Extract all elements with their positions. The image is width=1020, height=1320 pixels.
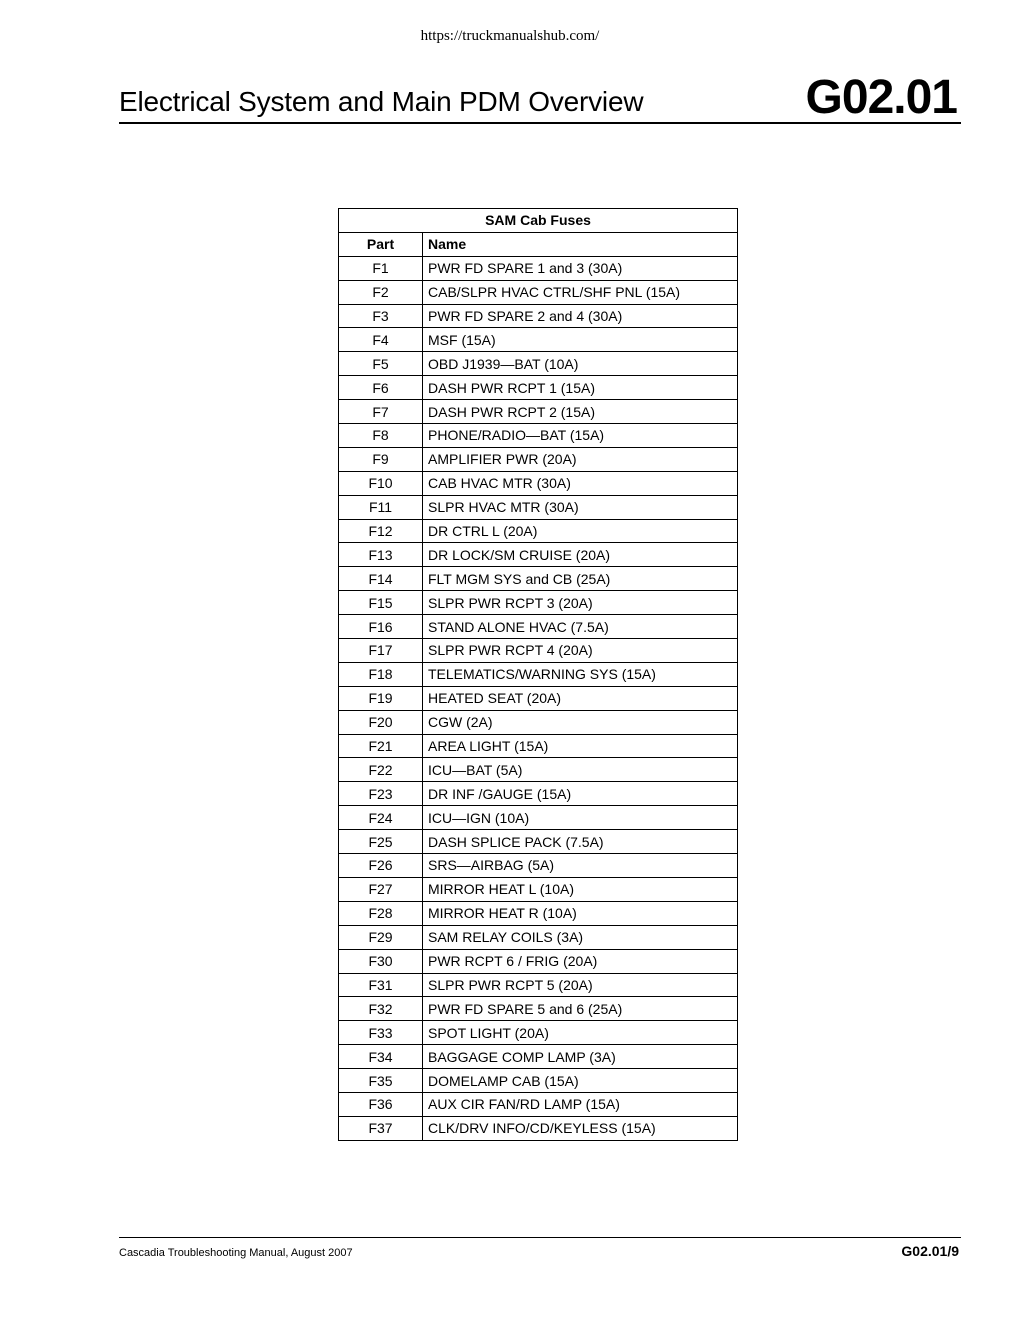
fuse-name-cell: DOMELAMP CAB (15A)	[423, 1069, 738, 1093]
fuse-name-cell: PWR FD SPARE 2 and 4 (30A)	[423, 304, 738, 328]
footer-manual-name: Cascadia Troubleshooting Manual, August 2007	[119, 1247, 353, 1259]
fuse-part-cell: F27	[339, 877, 423, 901]
fuse-part-cell: F19	[339, 686, 423, 710]
fuse-name-cell: SLPR PWR RCPT 4 (20A)	[423, 639, 738, 663]
fuse-part-cell: F16	[339, 615, 423, 639]
table-row	[339, 734, 738, 758]
fuse-part-cell: F9	[339, 447, 423, 471]
fuse-name-cell: CGW (2A)	[423, 710, 738, 734]
table-row	[339, 877, 738, 901]
table-row	[339, 758, 738, 782]
fuse-name-cell: AUX CIR FAN/RD LAMP (15A)	[423, 1092, 738, 1116]
fuse-name-cell: DASH PWR RCPT 2 (15A)	[423, 400, 738, 424]
fuse-part-cell: F17	[339, 639, 423, 663]
fuse-name-cell: ICU—IGN (10A)	[423, 806, 738, 830]
fuse-name-cell: SRS—AIRBAG (5A)	[423, 854, 738, 878]
fuse-part-cell: F15	[339, 591, 423, 615]
fuse-part-cell: F30	[339, 949, 423, 973]
fuse-name-cell: HEATED SEAT (20A)	[423, 686, 738, 710]
fuse-part-cell: F14	[339, 567, 423, 591]
fuse-part-cell: F21	[339, 734, 423, 758]
fuse-name-cell: TELEMATICS/WARNING SYS (15A)	[423, 662, 738, 686]
table-title-row	[339, 209, 738, 233]
fuse-part-cell: F26	[339, 854, 423, 878]
table-row	[339, 256, 738, 280]
fuse-part-cell: F11	[339, 495, 423, 519]
fuse-name-cell: DR LOCK/SM CRUISE (20A)	[423, 543, 738, 567]
fuse-name-cell: CAB HVAC MTR (30A)	[423, 471, 738, 495]
fuse-part-cell: F25	[339, 830, 423, 854]
fuse-name-cell: DASH PWR RCPT 1 (15A)	[423, 376, 738, 400]
fuse-name-cell: CAB/SLPR HVAC CTRL/SHF PNL (15A)	[423, 280, 738, 304]
table-title: SAM Cab Fuses	[339, 209, 738, 233]
table-row	[339, 352, 738, 376]
fuse-name-cell: OBD J1939—BAT (10A)	[423, 352, 738, 376]
fuse-part-cell: F20	[339, 710, 423, 734]
fuse-name-cell: SAM RELAY COILS (3A)	[423, 925, 738, 949]
fuse-part-cell: F22	[339, 758, 423, 782]
table-row	[339, 686, 738, 710]
fuse-part-cell: F7	[339, 400, 423, 424]
fuse-part-cell: F32	[339, 997, 423, 1021]
fuse-part-cell: F18	[339, 662, 423, 686]
page-footer	[119, 1237, 961, 1259]
fuse-name-cell: SLPR PWR RCPT 3 (20A)	[423, 591, 738, 615]
table-header-row	[339, 232, 738, 256]
fuse-part-cell: F33	[339, 1021, 423, 1045]
fuse-part-cell: F34	[339, 1045, 423, 1069]
fuse-part-cell: F12	[339, 519, 423, 543]
fuse-name-cell: CLK/DRV INFO/CD/KEYLESS (15A)	[423, 1116, 738, 1140]
fuse-part-cell: F28	[339, 901, 423, 925]
table-row	[339, 567, 738, 591]
table-row	[339, 639, 738, 663]
table-row	[339, 424, 738, 448]
table-row	[339, 830, 738, 854]
table-row	[339, 997, 738, 1021]
fuse-name-cell: AREA LIGHT (15A)	[423, 734, 738, 758]
fuse-name-cell: PWR FD SPARE 1 and 3 (30A)	[423, 256, 738, 280]
fuse-name-cell: MSF (15A)	[423, 328, 738, 352]
table-row	[339, 1069, 738, 1093]
table-row	[339, 662, 738, 686]
fuse-name-cell: PWR FD SPARE 5 and 6 (25A)	[423, 997, 738, 1021]
fuse-name-cell: STAND ALONE HVAC (7.5A)	[423, 615, 738, 639]
table-row	[339, 1116, 738, 1140]
fuse-name-cell: AMPLIFIER PWR (20A)	[423, 447, 738, 471]
fuse-name-cell: MIRROR HEAT L (10A)	[423, 877, 738, 901]
page-title: Electrical System and Main PDM Overview	[119, 86, 644, 117]
column-header-name: Name	[423, 232, 738, 256]
fuse-name-cell: DASH SPLICE PACK (7.5A)	[423, 830, 738, 854]
table-row	[339, 591, 738, 615]
fuse-name-cell: SPOT LIGHT (20A)	[423, 1021, 738, 1045]
table-row	[339, 447, 738, 471]
fuse-part-cell: F37	[339, 1116, 423, 1140]
fuse-name-cell: SLPR HVAC MTR (30A)	[423, 495, 738, 519]
fuse-name-cell: FLT MGM SYS and CB (25A)	[423, 567, 738, 591]
fuse-part-cell: F35	[339, 1069, 423, 1093]
table-row	[339, 901, 738, 925]
fuse-part-cell: F3	[339, 304, 423, 328]
table-row	[339, 495, 738, 519]
table-row	[339, 854, 738, 878]
table-row	[339, 1092, 738, 1116]
source-url[interactable]: https://truckmanualshub.com/	[420, 28, 600, 44]
fuse-part-cell: F13	[339, 543, 423, 567]
table-row	[339, 471, 738, 495]
page-header	[119, 68, 961, 124]
table-row	[339, 949, 738, 973]
fuse-name-cell: MIRROR HEAT R (10A)	[423, 901, 738, 925]
fuse-name-cell: PHONE/RADIO—BAT (15A)	[423, 424, 738, 448]
fuse-name-cell: DR INF /GAUGE (15A)	[423, 782, 738, 806]
table-row	[339, 376, 738, 400]
fuse-part-cell: F4	[339, 328, 423, 352]
fuse-part-cell: F24	[339, 806, 423, 830]
table-row	[339, 328, 738, 352]
fuse-part-cell: F36	[339, 1092, 423, 1116]
fuse-part-cell: F5	[339, 352, 423, 376]
fuse-name-cell: SLPR PWR RCPT 5 (20A)	[423, 973, 738, 997]
section-code: G02.01	[805, 71, 957, 124]
fuse-part-cell: F29	[339, 925, 423, 949]
table-row	[339, 1045, 738, 1069]
column-header-part: Part	[339, 232, 423, 256]
table-row	[339, 519, 738, 543]
fuse-name-cell: DR CTRL L (20A)	[423, 519, 738, 543]
fuse-part-cell: F2	[339, 280, 423, 304]
fuse-part-cell: F6	[339, 376, 423, 400]
table-row	[339, 806, 738, 830]
table-row	[339, 925, 738, 949]
table-row	[339, 280, 738, 304]
fuse-name-cell: BAGGAGE COMP LAMP (3A)	[423, 1045, 738, 1069]
fuse-part-cell: F8	[339, 424, 423, 448]
fuse-table	[338, 208, 738, 1141]
fuse-name-cell: ICU—BAT (5A)	[423, 758, 738, 782]
table-row	[339, 1021, 738, 1045]
fuse-part-cell: F1	[339, 256, 423, 280]
fuse-part-cell: F10	[339, 471, 423, 495]
table-row	[339, 543, 738, 567]
fuse-name-cell: PWR RCPT 6 / FRIG (20A)	[423, 949, 738, 973]
table-row	[339, 615, 738, 639]
table-row	[339, 304, 738, 328]
table-body	[339, 256, 738, 1140]
table-row	[339, 973, 738, 997]
fuse-part-cell: F31	[339, 973, 423, 997]
fuse-part-cell: F23	[339, 782, 423, 806]
table-row	[339, 782, 738, 806]
table-row	[339, 400, 738, 424]
footer-page-number: G02.01/9	[901, 1243, 959, 1259]
table-row	[339, 710, 738, 734]
